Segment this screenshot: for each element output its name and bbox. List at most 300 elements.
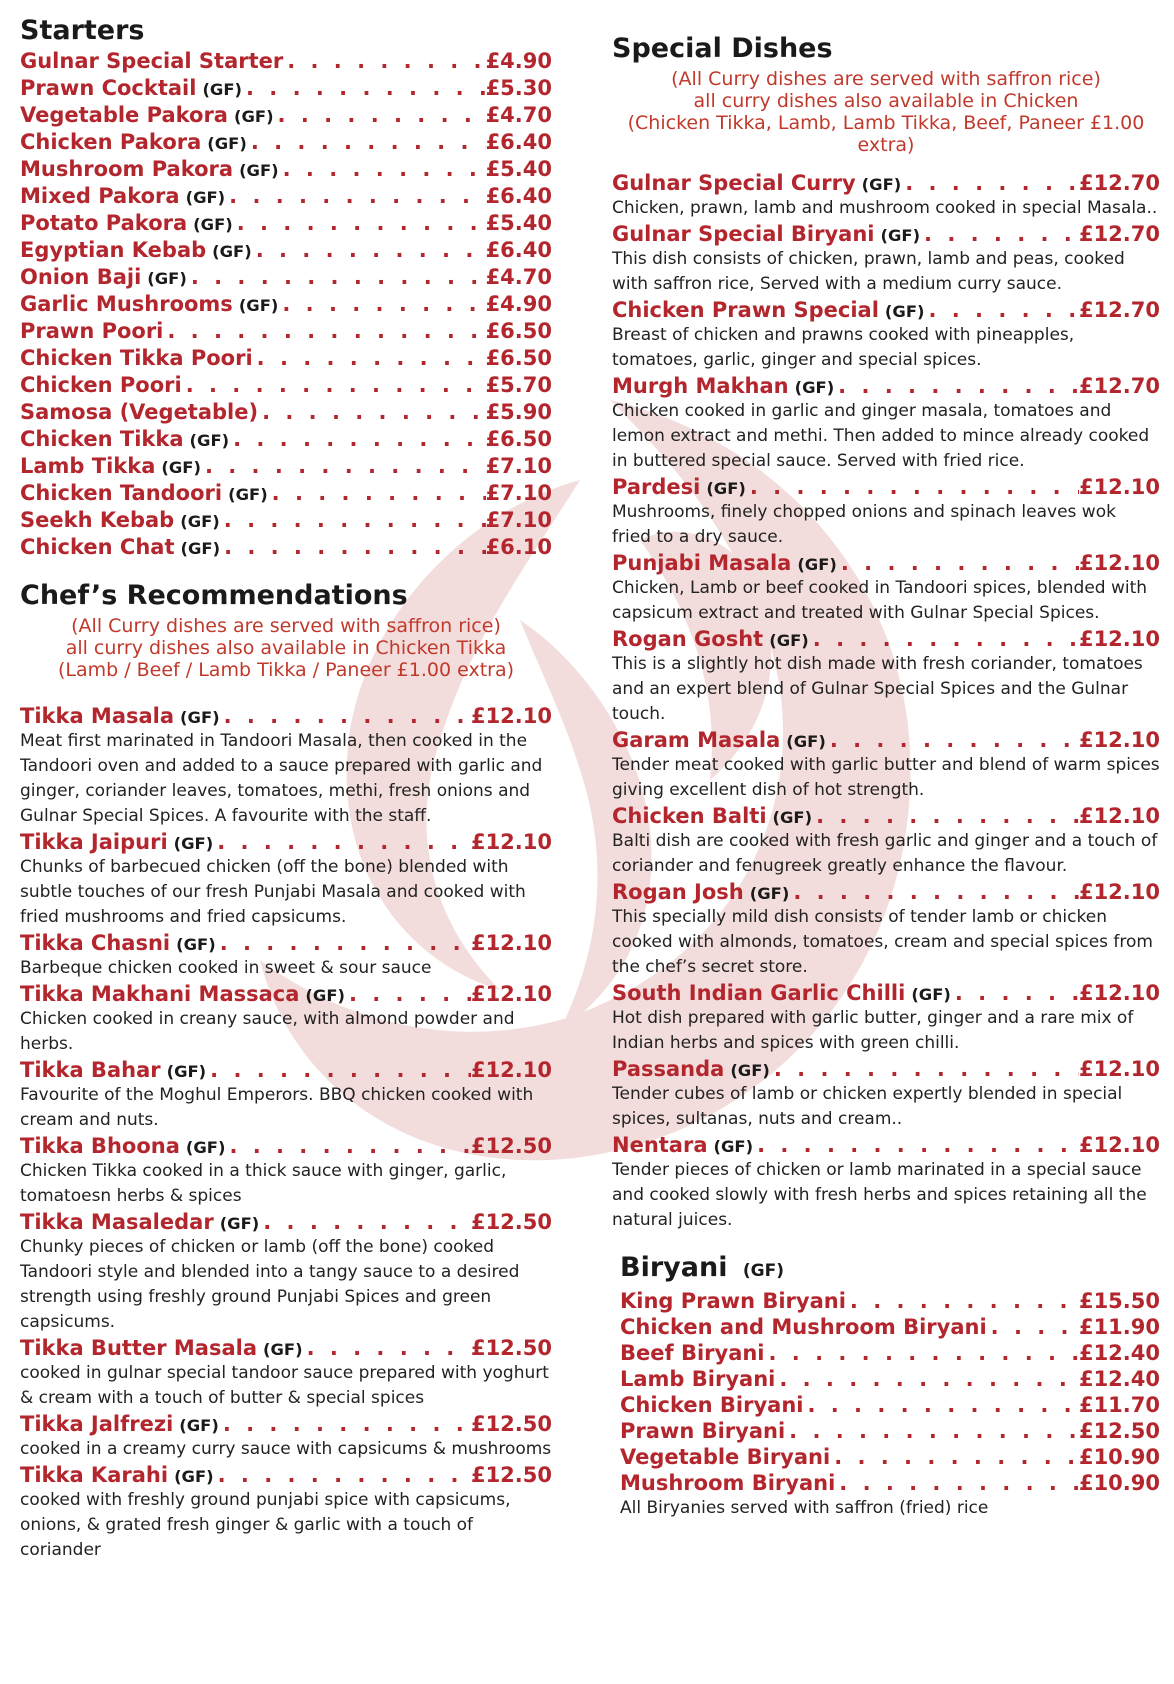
dot-leader [206, 1057, 471, 1083]
biryani-heading [620, 1251, 1160, 1288]
dot-leader [252, 237, 486, 264]
menu-item-line [612, 879, 1160, 905]
dot-leader [753, 1132, 1079, 1158]
item-name: Mixed Pakora [20, 184, 180, 208]
special-dish [612, 550, 1160, 626]
dot-leader [345, 981, 471, 1007]
item-name: Garam Masala [612, 728, 781, 752]
starter-item [20, 480, 552, 507]
starter-item [20, 48, 552, 75]
item-name: Tikka Masala [20, 704, 175, 728]
item-name: Chicken Prawn Special [612, 298, 879, 322]
item-price: £15.50 [1078, 1289, 1160, 1313]
menu-item-line [20, 703, 552, 729]
gluten-free-tag: (GF) [794, 378, 835, 397]
dot-leader [809, 626, 1079, 652]
item-name: Onion Baji [20, 265, 142, 289]
biryani-item [620, 1366, 1160, 1392]
item-price: £12.70 [1078, 298, 1160, 322]
menu-item-line [612, 803, 1160, 829]
dot-leader [216, 930, 471, 956]
item-price: £6.40 [485, 184, 552, 208]
item-price: £6.50 [485, 346, 552, 370]
left-column [20, 14, 552, 1563]
item-price: £4.90 [485, 292, 552, 316]
gluten-free-tag: (GF) [769, 631, 809, 650]
gluten-free-tag: (GF) [880, 226, 921, 245]
item-price: £5.90 [485, 400, 552, 424]
gluten-free-tag: (GF) [173, 834, 214, 853]
item-price: £12.70 [1078, 171, 1160, 195]
menu-item-line [20, 1462, 552, 1488]
item-price: £12.10 [1078, 880, 1160, 904]
item-price: £7.10 [485, 481, 552, 505]
item-price: £12.50 [470, 1210, 552, 1234]
dot-leader [213, 829, 471, 855]
item-name: Tikka Karahi [20, 1463, 169, 1487]
item-description: Favourite of the Moghul Emperors. BBQ chicken cooked with cream and nuts. [20, 1085, 534, 1130]
item-price: £12.50 [470, 1134, 552, 1158]
gluten-free-tag: (GF) [212, 242, 252, 261]
item-description: cooked in gulnar special tandoor sauce prepared with yoghurt & cream with a touch of butter & special spices [20, 1363, 549, 1408]
item-description: Chunks of barbecued chicken (off the bone) blended with subtle touches of our fresh Punjabi Masala and cooked with fried mushrooms and fried capsicums. [20, 857, 526, 927]
item-name: Prawn Poori [20, 319, 164, 343]
item-description: Chunky pieces of chicken or lamb (off the bone) cooked Tandoori style and blended into a tangy sauce to a desired strength using freshly ground Punjabi Spices and green capsicums. [20, 1237, 520, 1332]
menu-item-line [20, 1411, 552, 1437]
gluten-free-tag: (GF) [911, 985, 951, 1004]
item-name: Garlic Mushrooms [20, 292, 233, 316]
item-price: £12.40 [1078, 1367, 1160, 1391]
chef-dish [20, 981, 552, 1057]
menu-item-line [612, 297, 1160, 323]
item-price: £12.10 [1078, 804, 1160, 828]
item-description: Chicken cooked in garlic and ginger masala, tomatoes and lemon extract and methi. Then added to mince already cooked in buttered special sauce. Served with fried rice. [612, 401, 1150, 471]
item-name: Pardesi [612, 475, 701, 499]
gluten-free-tag: (GF) [166, 1062, 207, 1081]
item-name: Mushroom Biryani [620, 1471, 836, 1495]
menu-item-line [612, 1056, 1160, 1082]
item-name: Prawn Biryani [620, 1419, 786, 1443]
item-price: £12.10 [470, 982, 552, 1006]
item-price: £10.90 [1078, 1471, 1160, 1495]
item-description: Chicken cooked in creany sauce, with almond powder and herbs. [20, 1009, 515, 1054]
item-price: £12.10 [470, 1058, 552, 1082]
item-name: Samosa (Vegetable) [20, 400, 259, 424]
item-description: This specially mild dish consists of tender lamb or chicken cooked with almonds, tomatoes, cream and special spices from the chef’s secret store. [612, 907, 1153, 977]
dot-leader [834, 373, 1079, 399]
specials-note-3: (Chicken Tikka, Lamb, Lamb Tikka, Beef, Paneer £1.00 extra) [627, 112, 1145, 156]
item-description: Tender meat cooked with garlic butter and blend of warm spices giving excellent dish of hot strength. [612, 755, 1160, 800]
item-name: Gulnar Special Starter [20, 49, 284, 73]
item-price: £7.10 [485, 454, 552, 478]
dot-leader [835, 1470, 1079, 1496]
starter-item [20, 75, 552, 102]
item-price: £12.50 [470, 1336, 552, 1360]
dot-leader [765, 1340, 1079, 1366]
starters-list [20, 48, 552, 561]
starter-item [20, 291, 552, 318]
dot-leader [746, 474, 1079, 500]
special-dish [612, 1132, 1160, 1233]
dot-leader [785, 1418, 1079, 1444]
item-name: Lamb Tikka [20, 454, 156, 478]
dot-leader [259, 1209, 471, 1235]
item-name: Tikka Makhani Massaca [20, 982, 300, 1006]
item-price: £12.70 [1078, 374, 1160, 398]
biryani-item [620, 1340, 1160, 1366]
chefs-heading: Chef’s Recommendations [20, 580, 408, 611]
item-name: Seekh Kebab [20, 508, 175, 532]
dot-leader [924, 297, 1078, 323]
gluten-free-tag: (GF) [174, 1467, 214, 1486]
item-description: Tender pieces of chicken or lamb marinated in a special sauce and cooked slowly with fresh herbs and spices retaining all the natural juices. [612, 1160, 1147, 1230]
starter-item [20, 318, 552, 345]
chef-dish [20, 829, 552, 930]
gluten-free-tag: (GF) [219, 1214, 260, 1233]
menu-item-line [20, 981, 552, 1007]
starter-item [20, 453, 552, 480]
gluten-free-tag: (GF) [233, 107, 274, 126]
item-price: £11.70 [1078, 1393, 1160, 1417]
gluten-free-tag: (GF) [185, 1138, 226, 1157]
item-price: £6.40 [485, 130, 552, 154]
item-name: Tikka Butter Masala [20, 1336, 257, 1360]
item-description: Chicken, Lamb or beef cooked in Tandoori spices, blended with capsicum extract and treated with Gulnar Special Spices. [612, 578, 1148, 623]
item-price: £6.40 [485, 238, 552, 262]
item-name: Chicken Poori [20, 373, 182, 397]
gluten-free-tag: (GF) [147, 269, 187, 288]
chef-dish [20, 930, 552, 981]
item-description: Balti dish are cooked with fresh garlic and ginger and a touch of coriander and fenugreek greatly enhance the flavour. [612, 831, 1158, 876]
item-description: Breast of chicken and prawns cooked with pineapples, tomatoes, garlic, ginger and special spices. [612, 325, 1075, 370]
special-dish [612, 373, 1160, 474]
chefs-note-1: (All Curry dishes are served with saffron rice) [71, 615, 501, 637]
gluten-free-tag: (GF) [730, 1061, 770, 1080]
item-description: Meat first marinated in Tandoori Masala, then cooked in the Tandoori oven and added to a sauce prepared with garlic and ginger, coriander leaves, tomatoes, methi, fresh onions and Gulnar Special Spices. A favourite with the staff. [20, 731, 543, 826]
gluten-free-tag: (GF) [797, 555, 837, 574]
item-name: Chicken Tikka Poori [20, 346, 253, 370]
gluten-free-tag: (GF) [239, 161, 279, 180]
special-dish [612, 221, 1160, 297]
dot-leader [247, 129, 486, 156]
dot-leader [283, 48, 485, 75]
item-price: £12.10 [1078, 1133, 1160, 1157]
starter-item [20, 372, 552, 399]
dot-leader [253, 345, 486, 372]
dot-leader [225, 1133, 471, 1159]
item-name: Chicken Balti [612, 804, 767, 828]
gluten-free-tag: (GF) [228, 485, 268, 504]
gluten-free-tag: (GF) [713, 1137, 754, 1156]
starter-item [20, 399, 552, 426]
dot-leader [225, 183, 485, 210]
dot-leader [268, 480, 486, 507]
biryani-item [620, 1314, 1160, 1340]
item-name: Passanda [612, 1057, 725, 1081]
biryani-title: Biryani [620, 1252, 728, 1283]
item-description: Hot dish prepared with garlic butter, ginger and a rare mix of Indian herbs and spices with green chilli. [612, 1008, 1134, 1053]
dot-leader [219, 1411, 471, 1437]
item-description: Mushrooms, finely chopped onions and spinach leaves wok fried to a dry sauce. [612, 502, 1116, 547]
item-price: £12.10 [470, 704, 552, 728]
menu-item-line [20, 829, 552, 855]
special-dish [612, 980, 1160, 1056]
gluten-free-tag: (GF) [180, 708, 220, 727]
item-name: Chicken Tikka [20, 427, 184, 451]
gluten-free-tag: (GF) [180, 512, 220, 531]
biryani-section [612, 1251, 1160, 1520]
item-price: £12.10 [1078, 981, 1160, 1005]
dot-leader [803, 1392, 1078, 1418]
starter-item [20, 183, 552, 210]
dot-leader [901, 170, 1079, 196]
dot-leader [951, 980, 1079, 1006]
item-price: £12.10 [1078, 1057, 1160, 1081]
item-name: Chicken Chat [20, 535, 175, 559]
dot-leader [163, 318, 485, 345]
gluten-free-tag: (GF) [202, 80, 243, 99]
dot-leader [187, 264, 486, 291]
item-name: Rogan Gosht [612, 627, 764, 651]
item-name: Tikka Bahar [20, 1058, 161, 1082]
item-name: Tikka Jalfrezi [20, 1412, 174, 1436]
dot-leader [182, 372, 486, 399]
item-name: Beef Biryani [620, 1341, 765, 1365]
gluten-free-tag: (GF) [193, 215, 233, 234]
gluten-free-tag: (GF) [179, 1416, 219, 1435]
starter-item [20, 264, 552, 291]
menu-item-line [612, 727, 1160, 753]
biryani-item [620, 1288, 1160, 1314]
dot-leader [274, 102, 486, 129]
specials-note-1: (All Curry dishes are served with saffron rice) [671, 68, 1101, 90]
biryani-item [620, 1470, 1160, 1496]
special-dish [612, 727, 1160, 803]
dot-leader [233, 210, 486, 237]
menu-item-line [612, 474, 1160, 500]
special-dish [612, 170, 1160, 221]
dot-leader [846, 1288, 1079, 1314]
gluten-free-tag: (GF) [861, 175, 902, 194]
item-name: King Prawn Biryani [620, 1289, 846, 1313]
item-price: £6.50 [485, 319, 552, 343]
gluten-free-tag: (GF) [786, 732, 826, 751]
item-description: Barbeque chicken cooked in sweet & sour sauce [20, 958, 432, 978]
dot-leader [812, 803, 1079, 829]
item-price: £12.40 [1078, 1341, 1160, 1365]
item-name: Nentara [612, 1133, 708, 1157]
item-price: £12.70 [1078, 222, 1160, 246]
gluten-free-tag: (GF) [263, 1340, 303, 1359]
item-name: South Indian Garlic Chilli [612, 981, 906, 1005]
biryani-item [620, 1392, 1160, 1418]
dot-leader [987, 1314, 1079, 1340]
special-dish [612, 803, 1160, 879]
dot-leader [214, 1462, 471, 1488]
specials-list [612, 170, 1160, 1233]
dot-leader [220, 534, 486, 561]
item-price: £12.10 [1078, 475, 1160, 499]
chef-dish [20, 1411, 552, 1462]
item-name: Chicken Pakora [20, 130, 202, 154]
menu-item-line [612, 373, 1160, 399]
biryani-item [620, 1444, 1160, 1470]
item-price: £12.10 [1078, 627, 1160, 651]
menu-item-line [612, 980, 1160, 1006]
item-name: Lamb Biryani [620, 1367, 776, 1391]
item-name: Chicken and Mushroom Biryani [620, 1315, 987, 1339]
item-name: Tikka Masaledar [20, 1210, 214, 1234]
gluten-free-tag: (GF) [207, 134, 247, 153]
item-price: £5.70 [485, 373, 552, 397]
item-price: £5.40 [485, 157, 552, 181]
item-name: Gulnar Special Biryani [612, 222, 875, 246]
gluten-free-tag: (GF) [706, 479, 746, 498]
item-description: Tender cubes of lamb or chicken expertly blended in special spices, sultanas, nuts and cream.. [612, 1084, 1123, 1129]
chefs-note-3: (Lamb / Beef / Lamb Tikka / Paneer £1.00 extra) [57, 659, 515, 681]
item-price: £7.10 [485, 508, 552, 532]
item-price: £12.10 [470, 830, 552, 854]
gluten-free-tag: (GF) [161, 458, 201, 477]
item-description: This dish consists of chicken, prawn, lamb and peas, cooked with saffron rice, Served with a medium curry sauce. [612, 249, 1125, 294]
menu-item-line [612, 550, 1160, 576]
item-name: Vegetable Pakora [20, 103, 228, 127]
item-name: Mushroom Pakora [20, 157, 234, 181]
biryani-gf: (GF) [742, 1261, 784, 1281]
item-description: cooked in a creamy curry sauce with capsicums & mushrooms [20, 1439, 552, 1459]
dot-leader [303, 1335, 471, 1361]
gluten-free-tag: (GF) [749, 884, 790, 903]
chef-dish [20, 703, 552, 829]
dot-leader [920, 221, 1079, 247]
item-name: Potato Pakora [20, 211, 188, 235]
item-price: £12.50 [470, 1463, 552, 1487]
starter-item [20, 345, 552, 372]
dot-leader [775, 1366, 1079, 1392]
special-dish [612, 297, 1160, 373]
menu-item-line [20, 1335, 552, 1361]
item-price: £12.10 [1078, 551, 1160, 575]
special-dish [612, 879, 1160, 980]
chefs-list [20, 703, 552, 1563]
gluten-free-tag: (GF) [189, 431, 230, 450]
item-price: £12.10 [470, 931, 552, 955]
specials-heading: Special Dishes [612, 33, 833, 64]
biryani-item [620, 1418, 1160, 1444]
item-price: £12.10 [1078, 728, 1160, 752]
item-price: £4.70 [485, 265, 552, 289]
starters-heading: Starters [20, 15, 145, 46]
item-price: £4.90 [485, 49, 552, 73]
special-dish [612, 474, 1160, 550]
special-dish [612, 1056, 1160, 1132]
menu-item-line [612, 221, 1160, 247]
item-name: Chicken Biryani [620, 1393, 804, 1417]
dot-leader [258, 399, 485, 426]
biryani-list [620, 1288, 1160, 1496]
item-price: £10.90 [1078, 1445, 1160, 1469]
item-name: Gulnar Special Curry [612, 171, 856, 195]
starter-item [20, 237, 552, 264]
right-column [612, 32, 1160, 1520]
item-price: £6.10 [485, 535, 552, 559]
item-price: £4.70 [485, 103, 552, 127]
gluten-free-tag: (GF) [180, 539, 221, 558]
dot-leader [770, 1056, 1079, 1082]
starter-item [20, 534, 552, 561]
menu-item-line [20, 1057, 552, 1083]
dot-leader [201, 453, 486, 480]
dot-leader [789, 879, 1079, 905]
gluten-free-tag: (GF) [772, 808, 813, 827]
dot-leader [220, 703, 471, 729]
item-description: cooked with freshly ground punjabi spice with capsicums, onions, & grated fresh ginger & garlic with a touch of coriander [20, 1490, 511, 1560]
item-name: Tikka Bhoona [20, 1134, 180, 1158]
item-name: Vegetable Biryani [620, 1445, 831, 1469]
dot-leader [279, 156, 486, 183]
item-price: £12.50 [1078, 1419, 1160, 1443]
starter-item [20, 102, 552, 129]
dot-leader [229, 426, 485, 453]
gluten-free-tag: (GF) [884, 302, 925, 321]
menu-item-line [20, 1209, 552, 1235]
specials-note-2: all curry dishes also available in Chicken [693, 90, 1079, 112]
item-name: Tikka Chasni [20, 931, 171, 955]
dot-leader [826, 727, 1079, 753]
item-description: This is a slightly hot dish made with fresh coriander, tomatoes and an expert blend of Gulnar Special Spices and the Gulnar touch. [612, 654, 1143, 724]
dot-leader [242, 75, 486, 102]
item-name: Rogan Josh [612, 880, 744, 904]
chef-dish [20, 1462, 552, 1563]
gluten-free-tag: (GF) [176, 935, 216, 954]
menu-item-line [612, 170, 1160, 196]
gluten-free-tag: (GF) [185, 188, 226, 207]
item-name: Murgh Makhan [612, 374, 789, 398]
dot-leader [278, 291, 485, 318]
dot-leader [220, 507, 486, 534]
dot-leader [837, 550, 1079, 576]
chef-dish [20, 1133, 552, 1209]
chefs-note-2: all curry dishes also available in Chicken Tikka [65, 637, 507, 659]
chef-dish [20, 1057, 552, 1133]
item-name: Chicken Tandoori [20, 481, 223, 505]
item-price: £12.50 [470, 1412, 552, 1436]
starter-item [20, 507, 552, 534]
item-price: £5.40 [485, 211, 552, 235]
item-name: Prawn Cocktail [20, 76, 197, 100]
menu-item-line [20, 1133, 552, 1159]
item-description: Chicken, prawn, lamb and mushroom cooked in special Masala.. [612, 198, 1158, 218]
item-name: Punjabi Masala [612, 551, 792, 575]
item-description: Chicken Tikka cooked in a thick sauce with ginger, garlic, tomatoesn herbs & spices [20, 1161, 507, 1206]
item-price: £5.30 [485, 76, 552, 100]
item-name: Tikka Jaipuri [20, 830, 168, 854]
biryani-footnote: All Biryanies served with saffron (fried) rice [620, 1498, 989, 1518]
chef-dish [20, 1209, 552, 1335]
dot-leader [830, 1444, 1079, 1470]
menu-item-line [612, 1132, 1160, 1158]
starter-item [20, 210, 552, 237]
menu-item-line [612, 626, 1160, 652]
starter-item [20, 156, 552, 183]
special-dish [612, 626, 1160, 727]
item-name: Egyptian Kebab [20, 238, 207, 262]
chef-dish [20, 1335, 552, 1411]
item-price: £6.50 [485, 427, 552, 451]
gluten-free-tag: (GF) [305, 986, 345, 1005]
item-price: £11.90 [1078, 1315, 1160, 1339]
starter-item [20, 426, 552, 453]
